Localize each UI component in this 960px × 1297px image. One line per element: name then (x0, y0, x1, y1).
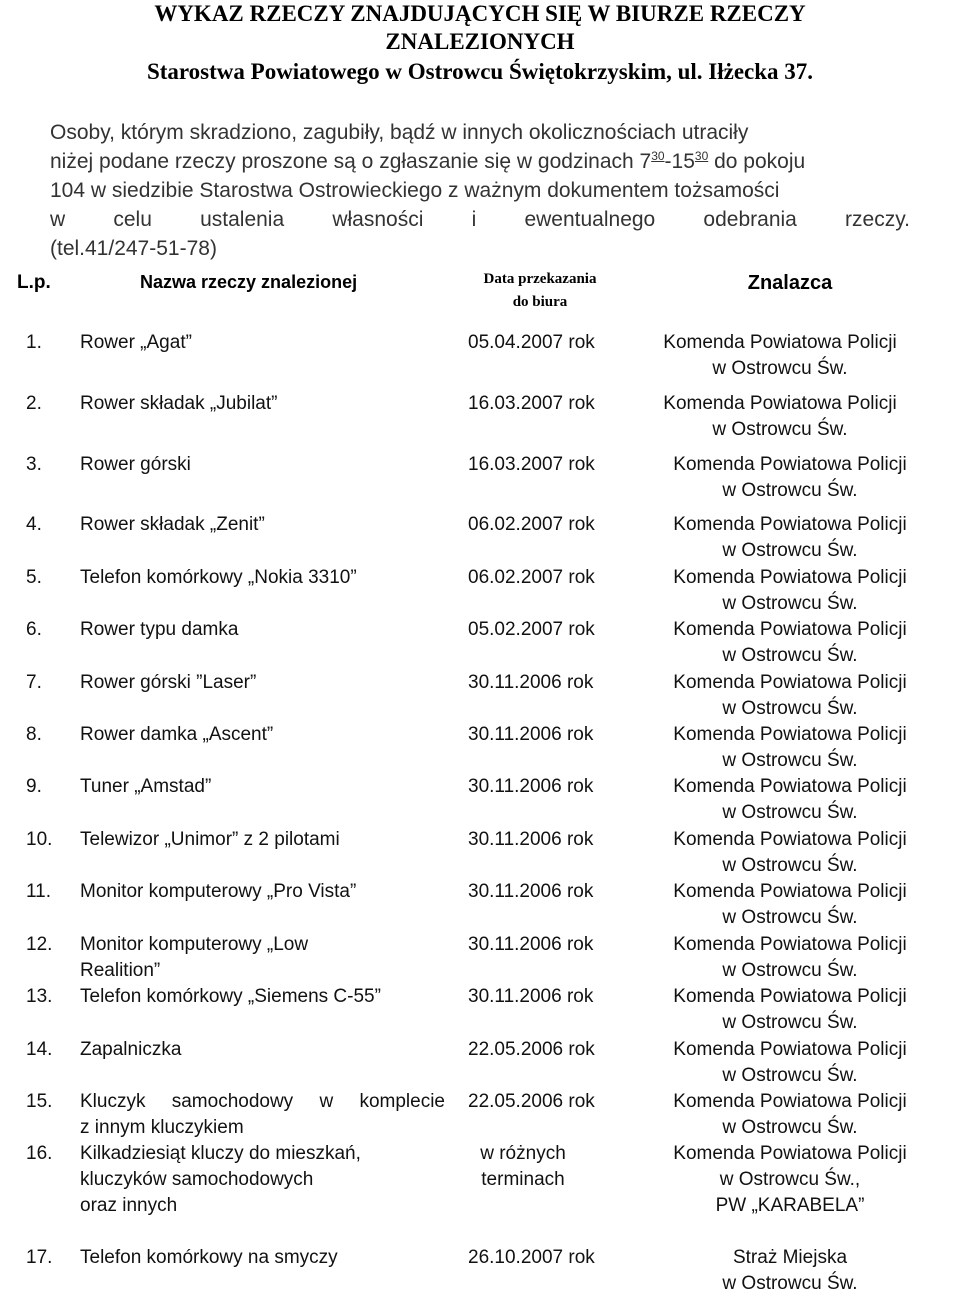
finder-line2: w Ostrowcu Św. (722, 960, 858, 981)
column-header-finder: Znalazca (747, 272, 833, 294)
item-name: Rower górski ”Laser” (80, 672, 257, 693)
row-number: 13. (26, 986, 53, 1007)
intro-text: niżej podane rzeczy proszone są o zgłaszanie się w godzinach 7 (50, 150, 652, 173)
row-number: 12. (26, 934, 53, 955)
finder-line2: w Ostrowcu Św. (712, 358, 848, 379)
finder-line2: w Ostrowcu Św. (722, 907, 858, 928)
handover-date: 05.04.2007 rok (468, 332, 595, 353)
finder-line2: w Ostrowcu Św. (722, 802, 858, 823)
finder-line2: w Ostrowcu Św., (719, 1169, 861, 1190)
item-name: Rower „Agat” (80, 332, 192, 353)
finder-line1: Komenda Powiatowa Policji (673, 672, 907, 693)
document-title-line2: ZNALEZIONYCH (385, 29, 575, 54)
item-name: Rower składak „Jubilat” (80, 393, 278, 414)
finder-line1: Komenda Powiatowa Policji (673, 619, 907, 640)
finder-line2: w Ostrowcu Św. (722, 1065, 858, 1086)
finder-line1: Komenda Powiatowa Policji (663, 393, 897, 414)
finder-line1: Komenda Powiatowa Policji (673, 829, 907, 850)
finder (635, 391, 925, 443)
item-name: Zapalniczka (80, 1039, 182, 1060)
finder (650, 879, 930, 931)
document-title-line1: WYKAZ RZECZY ZNAJDUJĄCYCH SIĘ W BIURZE RZECZY (154, 1, 806, 26)
finder (650, 617, 930, 669)
finder (650, 1245, 930, 1297)
handover-date: 30.11.2006 rok (468, 986, 594, 1007)
handover-date: 16.03.2007 rok (468, 454, 595, 475)
item-name: Rower typu damka (80, 619, 239, 640)
handover-date: 30.11.2006 rok (468, 934, 594, 955)
finder-line2: w Ostrowcu Św. (722, 1117, 858, 1138)
finder-line2: w Ostrowcu Św. (722, 698, 858, 719)
finder-line1: Komenda Powiatowa Policji (673, 986, 907, 1007)
handover-date: 05.02.2007 rok (468, 619, 595, 640)
row-number: 6. (26, 619, 42, 640)
handover-date: 30.11.2006 rok (468, 672, 594, 693)
finder (650, 984, 930, 1036)
row-number: 10. (26, 829, 53, 850)
item-name: Monitor komputerowy „Pro Vista” (80, 881, 357, 902)
column-header-lp: L.p. (17, 272, 51, 293)
finder (650, 774, 930, 826)
finder-line1: Komenda Powiatowa Policji (673, 1143, 907, 1164)
item-name-line2: z innym kluczykiem (80, 1117, 244, 1138)
finder-line2: w Ostrowcu Św. (722, 645, 858, 666)
intro-line: 104 w siedzibie Starostwa Ostrowieckiego z ważnym dokumentem tożsamości (50, 179, 780, 202)
finder (650, 722, 930, 774)
handover-date: 30.11.2006 rok (468, 724, 594, 745)
item-name: Telefon komórkowy „Siemens C-55” (80, 986, 381, 1007)
row-number: 11. (26, 881, 52, 902)
finder-line1: Komenda Powiatowa Policji (673, 776, 907, 797)
item-name: Telefon komórkowy „Nokia 3310” (80, 567, 357, 588)
row-number: 2. (26, 393, 42, 414)
intro-text: do pokoju (708, 150, 806, 173)
intro-text: -15 (664, 150, 695, 173)
handover-date (458, 1141, 588, 1193)
item-name (80, 1089, 445, 1141)
finder-line1: Komenda Powiatowa Policji (673, 454, 907, 475)
item-name: Telewizor „Unimor” z 2 pilotami (80, 829, 340, 850)
finder (650, 512, 930, 564)
finder-line2: w Ostrowcu Św. (722, 1012, 858, 1033)
item-name: Rower damka „Ascent” (80, 724, 274, 745)
item-name-line1: Kilkadziesiąt kluczy do mieszkań, (80, 1143, 361, 1164)
row-number: 14. (26, 1039, 53, 1060)
handover-date: 06.02.2007 rok (468, 514, 595, 535)
item-name: Telefon komórkowy na smyczy (80, 1247, 338, 1268)
finder-line1: Komenda Powiatowa Policji (673, 1091, 907, 1112)
handover-date: 16.03.2007 rok (468, 393, 595, 414)
row-number: 4. (26, 514, 42, 535)
finder (635, 330, 925, 382)
item-name: Tuner „Amstad” (80, 776, 212, 797)
item-name-line3: oraz innych (80, 1195, 178, 1216)
row-number: 1. (26, 332, 42, 353)
item-name (80, 932, 445, 984)
item-name: Rower górski (80, 454, 191, 475)
finder-line2: w Ostrowcu Św. (722, 480, 858, 501)
item-name-line2: Realition” (80, 960, 161, 981)
finder (650, 565, 930, 617)
finder-line1: Komenda Powiatowa Policji (673, 881, 907, 902)
item-name-line1: Kluczyk samochodowy w komplecie (80, 1091, 445, 1112)
row-number: 5. (26, 567, 42, 588)
row-number: 8. (26, 724, 42, 745)
hours-superscript: 30 (694, 149, 709, 163)
item-name-line1: Monitor komputerowy „Low (80, 934, 309, 955)
column-header-date-line2: do biura (512, 294, 568, 310)
finder-line1: Komenda Powiatowa Policji (673, 514, 907, 535)
finder-line1: Komenda Powiatowa Policji (663, 332, 897, 353)
handover-date-line2: terminach (481, 1169, 565, 1190)
intro-line: Osoby, którym skradziono, zagubiły, bądź w innych okolicznościach utraciły (50, 121, 749, 144)
finder-line1: Komenda Powiatowa Policji (673, 567, 907, 588)
handover-date: 30.11.2006 rok (468, 829, 594, 850)
intro-line-hours (50, 147, 910, 176)
finder-line2: w Ostrowcu Św. (722, 1273, 858, 1294)
handover-date: 30.11.2006 rok (468, 881, 594, 902)
handover-date: 30.11.2006 rok (468, 776, 594, 797)
finder-line1: Komenda Powiatowa Policji (673, 934, 907, 955)
row-number: 3. (26, 454, 42, 475)
hours-superscript: 30 (651, 149, 665, 163)
document-title-line3: Starostwa Powiatowego w Ostrowcu Świętokrzyskim, ul. Iłżecka 37. (146, 59, 814, 84)
item-name-line2: kluczyków samochodowych (80, 1169, 314, 1190)
intro-line: w celu ustalenia własności i ewentualnego odebrania rzeczy. (50, 208, 910, 231)
finder (650, 1037, 930, 1089)
row-number: 15. (26, 1091, 53, 1112)
row-number: 17. (26, 1247, 53, 1268)
intro-paragraph (50, 118, 910, 268)
finder-line2: w Ostrowcu Św. (712, 419, 848, 440)
column-header-name: Nazwa rzeczy znalezionej (140, 272, 358, 292)
intro-phone: (tel.41/247-51-78) (50, 237, 217, 260)
finder (650, 670, 930, 722)
finder-line3: PW „KARABELA” (715, 1195, 865, 1216)
row-number: 16. (26, 1143, 53, 1164)
handover-date: 06.02.2007 rok (468, 567, 595, 588)
column-header-date (455, 268, 625, 314)
finder-line1: Straż Miejska (732, 1247, 848, 1268)
handover-date-line1: w różnych (480, 1143, 566, 1164)
finder-line2: w Ostrowcu Św. (722, 750, 858, 771)
row-number: 7. (26, 672, 42, 693)
finder (650, 1141, 930, 1219)
finder (650, 1089, 930, 1141)
item-name: Rower składak „Zenit” (80, 514, 265, 535)
handover-date: 26.10.2007 rok (468, 1247, 595, 1268)
finder (650, 452, 930, 504)
column-header-date-line1: Data przekazania (483, 271, 597, 287)
finder-line2: w Ostrowcu Św. (722, 855, 858, 876)
handover-date: 22.05.2006 rok (468, 1091, 595, 1112)
finder-line2: w Ostrowcu Św. (722, 593, 858, 614)
finder (650, 932, 930, 984)
finder-line1: Komenda Powiatowa Policji (673, 724, 907, 745)
finder (650, 827, 930, 879)
finder-line2: w Ostrowcu Św. (722, 540, 858, 561)
finder-line1: Komenda Powiatowa Policji (673, 1039, 907, 1060)
handover-date: 22.05.2006 rok (468, 1039, 595, 1060)
item-name (80, 1141, 445, 1219)
row-number: 9. (26, 776, 42, 797)
